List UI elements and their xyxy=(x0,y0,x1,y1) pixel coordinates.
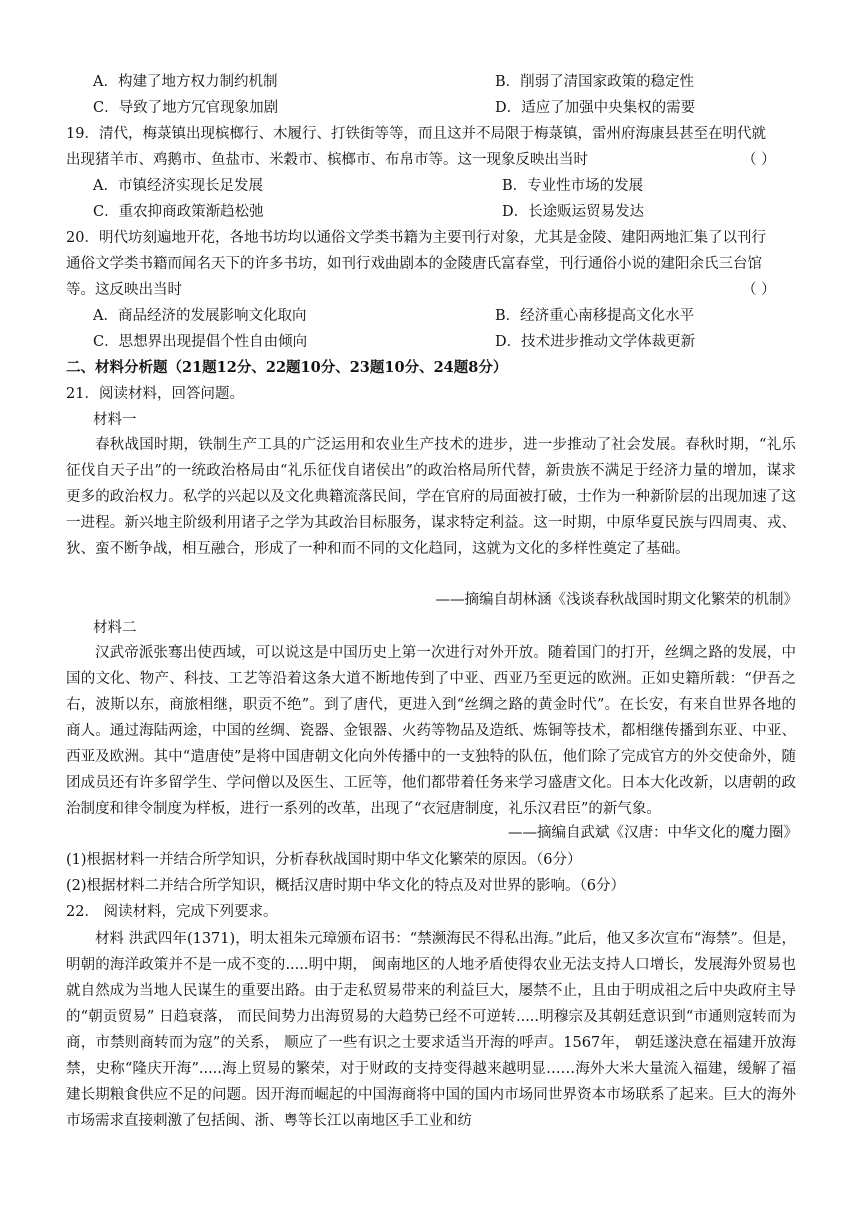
q18-option-b[interactable]: B．削弱了清国家政策的稳定性 xyxy=(495,74,695,90)
q18-option-d[interactable]: D．适应了加强中央集权的需要 xyxy=(495,100,696,116)
q19-option-a[interactable]: A．市镇经济实现长足发展 xyxy=(93,178,263,194)
q22-stem: 22． 阅读材料，完成下列要求。 xyxy=(66,904,278,920)
q21-material1-source: ——摘编自胡林涵《浅谈春秋战国时期文化繁荣的机制》 xyxy=(435,592,798,608)
q19-answer-bracket[interactable]: （ ） xyxy=(742,152,776,168)
q19-option-b[interactable]: B．专业性市场的发展 xyxy=(502,178,644,194)
q20-option-c[interactable]: C．思想界出现提倡个性自由倾向 xyxy=(93,334,308,350)
q20-stem-line1: 20．明代坊刻遍地开花，各地书坊均以通俗文学类书籍为主要刊行对象，尤其是金陵、建阳两地汇集了以刊行 xyxy=(66,230,766,246)
q19-stem-line1: 19．清代，梅菉镇出现槟榔行、木履行、打铁街等等，而且这并不局限于梅菉镇，雷州府海康县甚至在明代就 xyxy=(66,126,766,142)
q20-answer-bracket[interactable]: （ ） xyxy=(742,282,776,298)
q21-material1-text: 春秋战国时期，铁制生产工具的广泛运用和农业生产技术的进步，进一步推动了社会发展。春秋时期，“礼乐征伐自天子出”的一统政治格局由“礼乐征伐自诸侯出”的政治格局所代替，新贵族不满足于经济力量的增加，谋求更多的政治权力。私学的兴起以及文化典籍流落民间，学在官府的局面被打破，士作为一种新阶层的出现加速了这一进程。新兴地主阶级利用诸子之学为其政治目标服务，谋求特定利益。这一时期，中原华夏民族与四周夷、戎、狄、蛮不断争战，相互融合，形成了一种和而不同的文化趋同，这就为文化的多样性奠定了基础。 xyxy=(66,437,796,557)
q20-option-b[interactable]: B．经济重心南移提高文化水平 xyxy=(495,308,695,324)
q21-material1-label: 材料一 xyxy=(93,412,137,428)
section2-title: 二、材料分析题（21题12分、22题10分、23题10分、24题8分） xyxy=(66,359,508,376)
q20-option-d[interactable]: D．技术进步推动文学体裁更新 xyxy=(495,334,696,350)
q19-stem-line2: 出现猪羊市、鸡鹅市、鱼盐市、米穀市、槟榔市、布帛市等。这一现象反映出当时 xyxy=(66,152,588,168)
q19-option-d[interactable]: D．长途贩运贸易发达 xyxy=(502,204,645,220)
q20-option-a[interactable]: A．商品经济的发展影响文化取向 xyxy=(93,308,307,324)
q21-stem: 21．阅读材料，回答问题。 xyxy=(66,386,244,402)
q18-option-a[interactable]: A．构建了地方权力制约机制 xyxy=(93,74,278,90)
q19-option-c[interactable]: C．重农抑商政策渐趋松弛 xyxy=(93,204,264,220)
q20-stem-line3: 等。这反映出当时 xyxy=(66,282,182,298)
q22-material-text: 材料 洪武四年(1371)，明太祖朱元璋颁布诏书：“禁濒海民不得私出海。”此后，他又多次宣布“海禁”。但是， 明朝的海洋政策并不是一成不变的.....明中期， 闽南地区的人地矛盾使得农业无法支持人口增长，发展海外贸易也就自然成为当地人民谋生的重要出路。由于走私贸易带来的利益巨大，屡禁不止，且由于明成祖之后中央政府主导的“朝贡贸易” 日趋衰落， 而民间势力出海贸易的大趋势已经不可逆转.....明穆宗及其朝廷意识到“市通则寇转而为商，市禁则商转而为寇”的关系， 顺应了一些有识之士要求适当开海的呼声。1567年， 朝廷遂決意在福建开放海禁，史称“隆庆开海”.....海上贸易的繁荣，对于财政的支持变得越来越明显……海外大米大量流入福建，缓解了福建长期粮食供应不足的问题。因开海而崛起的中国海商将中国的国内市场同世界资本市场联系了起来。巨大的海外市场需求直接刺激了包括闽、浙、粤等长江以南地区手工业和纺 xyxy=(66,931,796,1129)
q21-material2-source: ——摘编自武斌《汉唐：中华文化的魔力圈》 xyxy=(508,825,798,841)
q20-stem-line2: 通俗文学类书籍而闻名天下的许多书坊，如刊行戏曲剧本的金陵唐氏富春堂，刊行通俗小说的建阳余氏三台馆 xyxy=(66,256,762,272)
q18-option-c[interactable]: C．导致了地方冗官现象加剧 xyxy=(93,100,279,116)
q21-material2-text: 汉武帝派张骞出使西域，可以说这是中国历史上第一次进行对外开放。随着国门的打开，丝绸之路的发展，中国的文化、物产、科技、工艺等沿着这条大道不断地传到了中亚、西亚乃至更远的欧洲。正如史籍所载：“伊吾之右，波斯以东，商旅相继，职贡不绝”。到了唐代，更进入到“丝绸之路的黄金时代”。在长安，有来自世界各地的商人。通过海陆两途，中国的丝绸、瓷器、金银器、火药等物品及造纸、炼铜等技术，都相继传播到东亚、中亚、西亚及欧洲。其中“遣唐使”是将中国唐朝文化向外传播中的一支独特的队伍，他们除了完成官方的外交使命外，随团成员还有许多留学生、学问僧以及医生、工匠等，他们都带着任务来学习盛唐文化。日本大化改新，以唐朝的政治制度和律令制度为样板，进行一系列的改革，出现了“衣冠唐制度，礼乐汉君臣”的新气象。 xyxy=(66,645,796,817)
q21-material2-label: 材料二 xyxy=(93,620,137,636)
q21-subquestion-2: (2)根据材料二并结合所学知识，概括汉唐时期中华文化的特点及对世界的影响。（6分） xyxy=(66,878,626,894)
q21-subquestion-1: (1)根据材料一并结合所学知识，分析春秋战国时期中华文化繁荣的原因。（6分） xyxy=(66,852,582,868)
